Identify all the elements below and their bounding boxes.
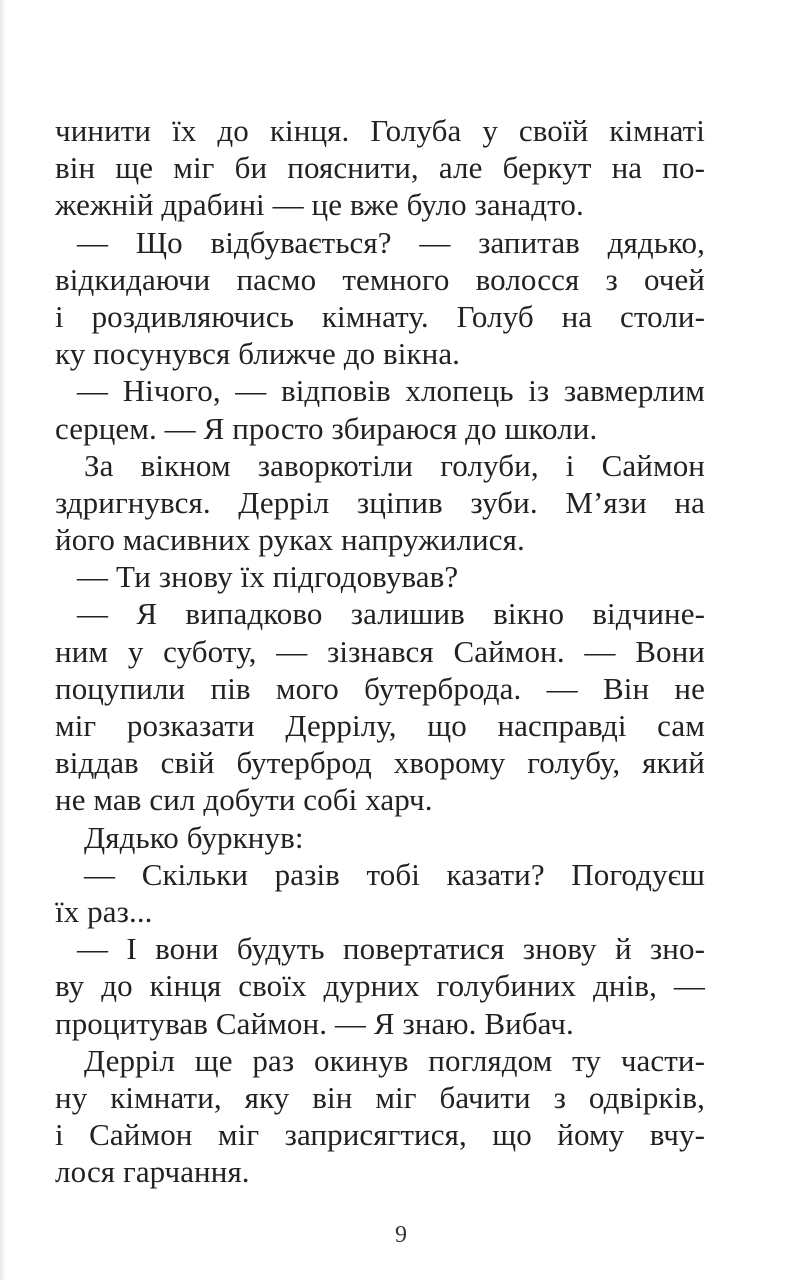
text-line: Дядько буркнув:	[84, 819, 304, 855]
text-line: серцем. — Я просто збираюся до школи.	[55, 410, 598, 446]
text-line: — Я випадково залишив вікно відчине-	[77, 596, 705, 632]
page-edge-shadow	[0, 0, 6, 1280]
text-line: жежній драбині — це вже було занадто.	[55, 187, 584, 223]
text-line: ву до кінця своїх дурних голубиних днів, —	[55, 968, 705, 1004]
text-line: — Що відбувається? — запитав дядько,	[77, 224, 705, 260]
text-line: лося гарчання.	[55, 1154, 250, 1190]
text-line: і роздивляючись кімнату. Голуб на столи-	[55, 298, 705, 334]
text-line: і Саймон міг заприсягтися, що йому вчу-	[55, 1117, 705, 1153]
text-line: відкидаючи пасмо темного волосся з очей	[55, 261, 705, 297]
text-line: — Ти знову їх підгодовував?	[77, 559, 459, 595]
body-text	[55, 112, 705, 1190]
text-line: — Нічого, — відповів хлопець із завмерлим	[77, 373, 705, 409]
text-line: не мав сил добути собі харч.	[55, 782, 433, 818]
text-line: — І вони будуть повертатися знову й зно-	[77, 931, 705, 967]
text-line: процитував Саймон. — Я знаю. Вибач.	[55, 1005, 574, 1041]
text-line: чинити їх до кінця. Голуба у своїй кімнаті	[55, 113, 705, 148]
text-line: ку посунувся ближче до вікна.	[55, 336, 461, 372]
text-line: віддав свій бутерброд хворому голубу, який	[55, 745, 705, 781]
text-line: здригнувся. Дерріл зціпив зуби. М’язи на	[55, 484, 705, 520]
text-line: його масивних руках напружилися.	[55, 522, 525, 558]
page-number: 9	[395, 1222, 407, 1248]
text-line: ним у суботу, — зізнався Саймон. — Вони	[55, 633, 705, 669]
text-line: ну кімнати, яку він міг бачити з одвірків,	[55, 1079, 705, 1115]
text-line: поцупили пів мого бутерброда. — Він не	[55, 670, 705, 706]
text-line: їх раз...	[55, 893, 153, 929]
text-line: міг розказати Деррілу, що насправді сам	[55, 708, 705, 743]
text-line: За вікном заворкотіли голуби, і Саймон	[84, 447, 705, 483]
text-line: він ще міг би пояснити, але беркут на по-	[55, 150, 705, 186]
text-line: — Скільки разів тобі казати? Погодуєш	[84, 856, 705, 892]
text-line: Дерріл ще раз окинув поглядом ту части-	[84, 1042, 705, 1078]
